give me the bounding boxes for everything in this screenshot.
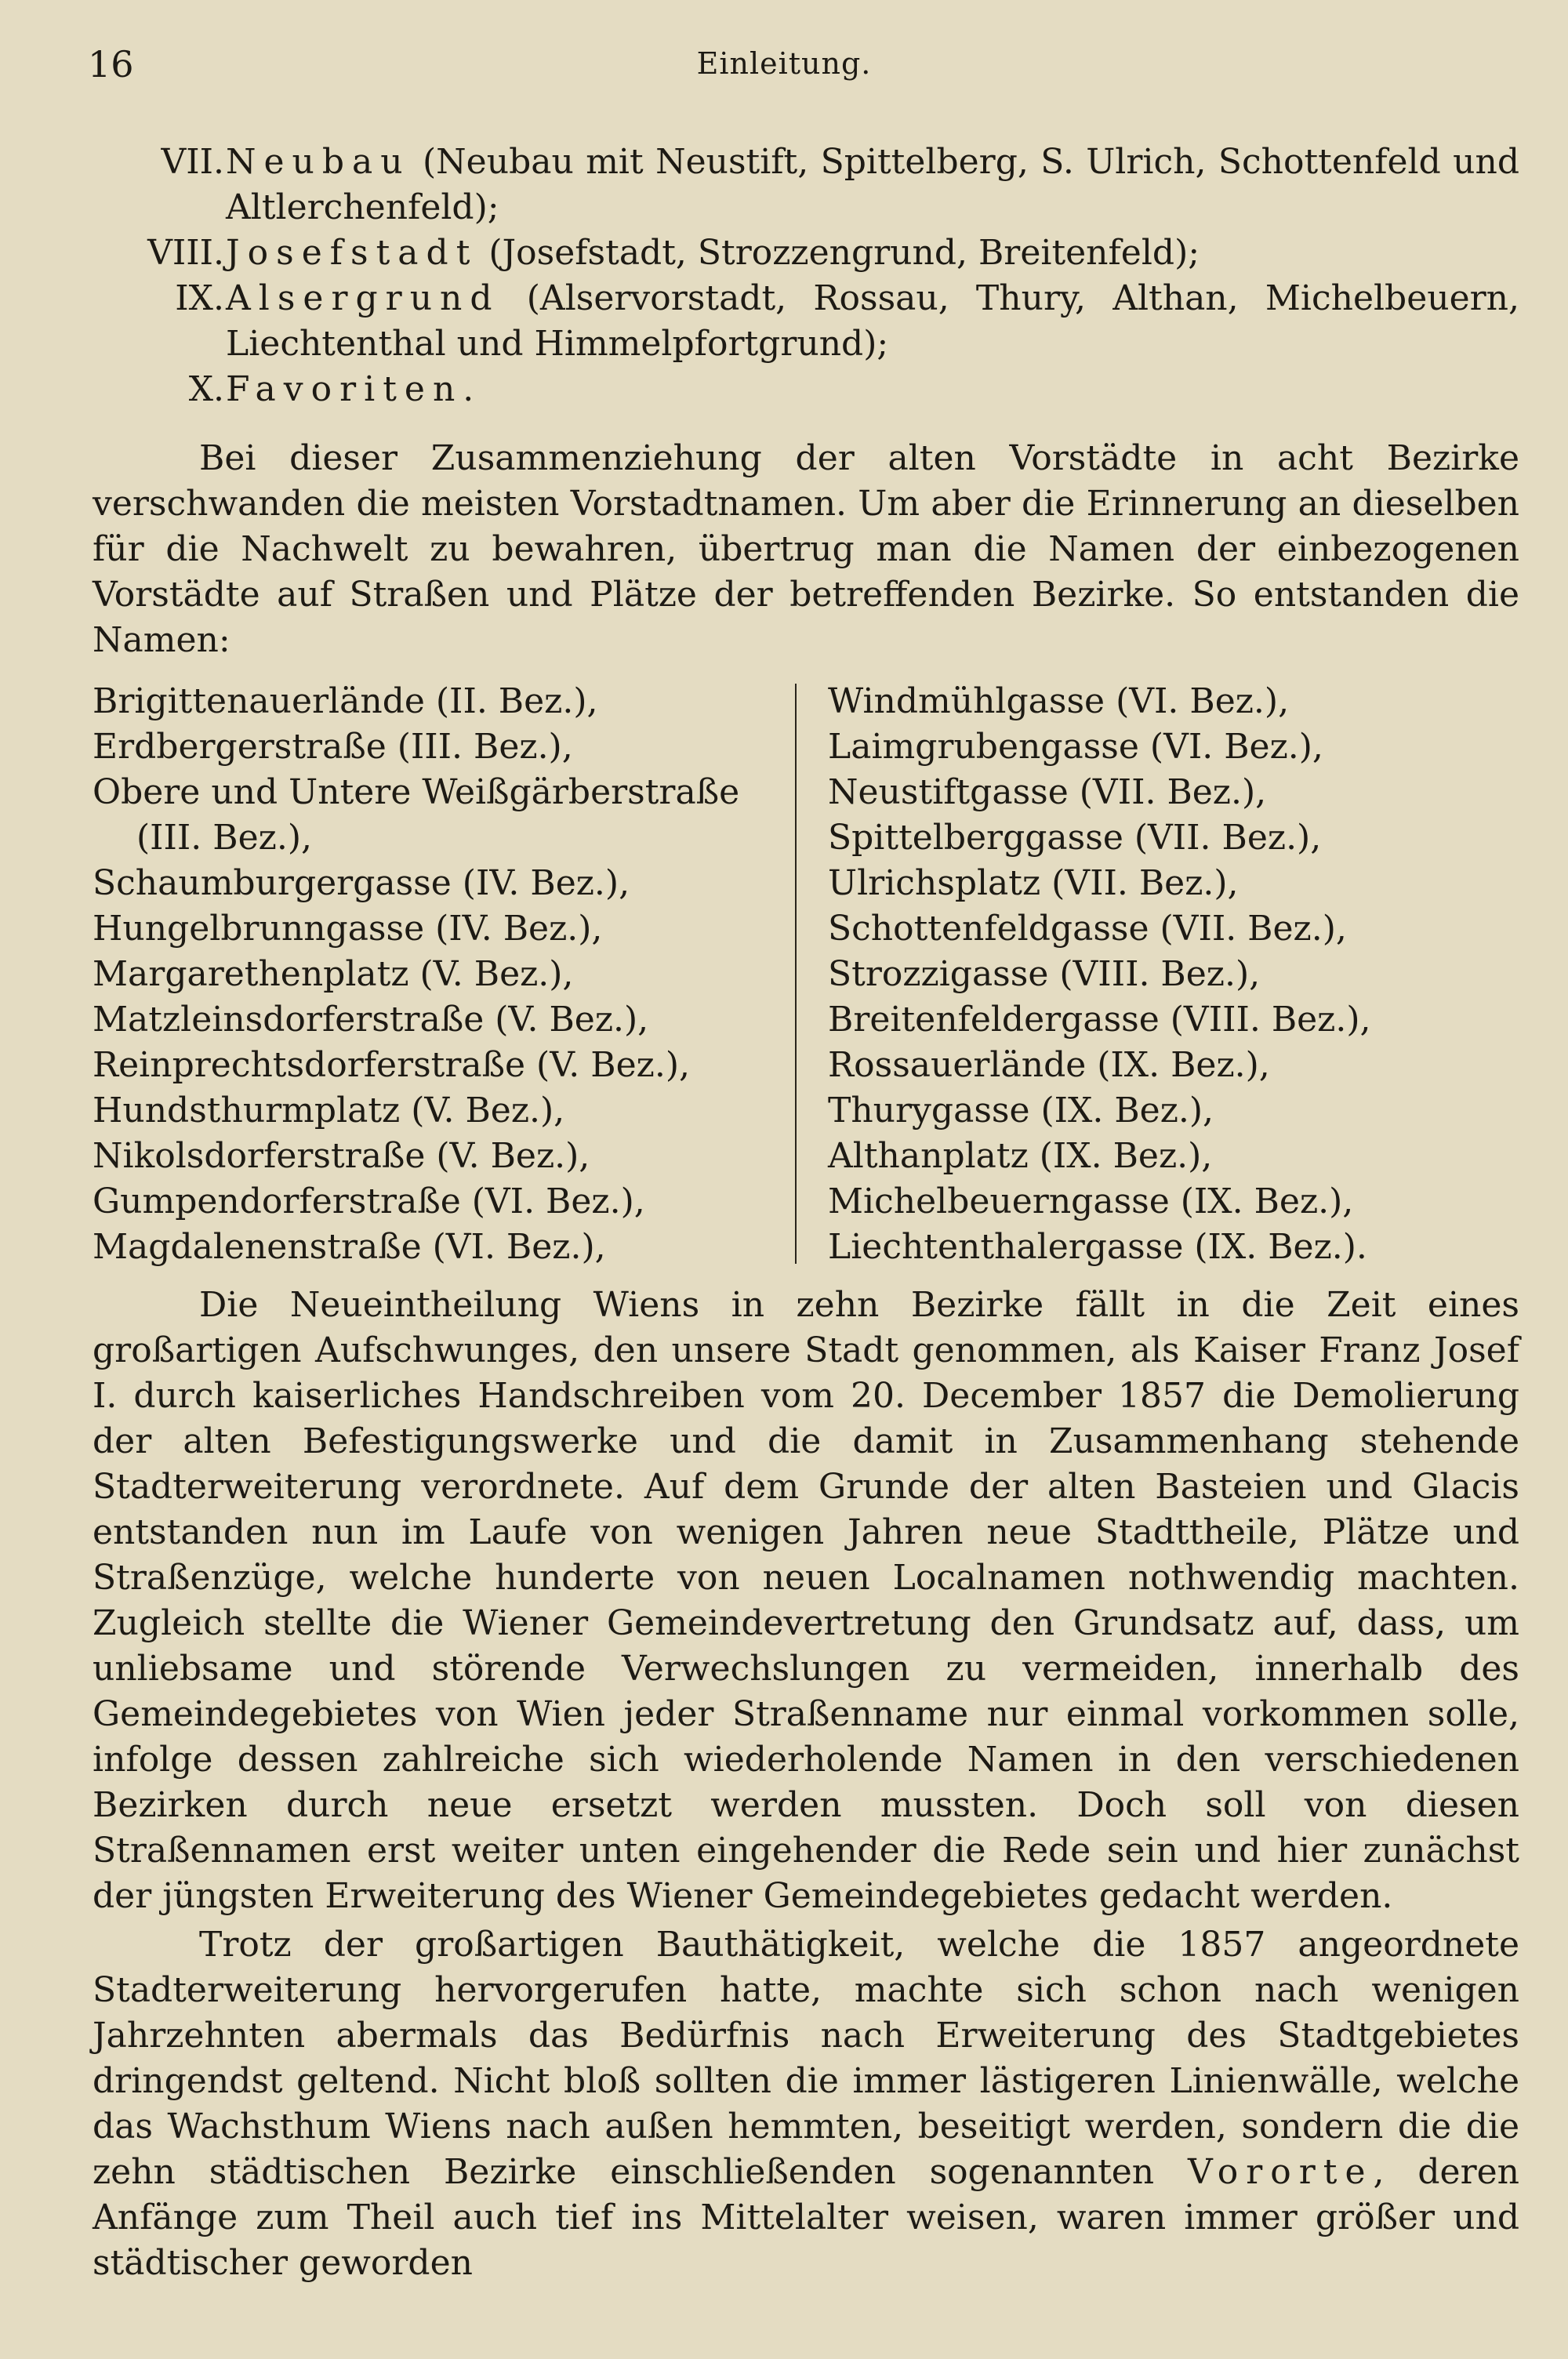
district-list [93,140,1519,412]
street-item: Windmühlgasse (VI. Bez.), [828,681,1290,721]
street-item: Liechtenthalergasse (IX. Bez.). [828,1227,1367,1267]
street-list-right-column [828,679,1518,1270]
district-entry-viii [93,230,1519,276]
street-item: Thurygasse (IX. Bez.), [828,1091,1214,1131]
district-detail: (Josefstadt, Strozzengrund, Breitenfeld); [477,233,1200,273]
paragraph-1-block [93,436,1519,663]
street-item: Althanplatz (IX. Bez.), [828,1136,1213,1176]
running-head: Einleitung. [696,46,872,81]
district-entry-x [93,367,1519,412]
street-item: Hungelbrunngasse (IV. Bez.), [93,909,603,949]
district-detail: (Neubau mit Neustift, Spittelberg, S. Ulrich, Schottenfeld und Altlerchenfeld); [226,142,1519,227]
street-item: Gumpendorferstraße (VI. Bez.), [93,1181,645,1221]
street-item: Schaumburgergasse (IV. Bez.), [93,863,630,903]
district-entry-ix [93,276,1519,367]
street-item: Laimgrubengasse (VI. Bez.), [828,727,1323,767]
emphasized-term: Vororte [1188,2152,1374,2192]
street-item: Matzleinsdorferstraße (V. Bez.), [93,1000,649,1040]
street-item: Strozzigasse (VIII. Bez.), [828,954,1261,994]
street-item: Spittelberggasse (VII. Bez.), [828,818,1322,858]
street-item: Neustiftgasse (VII. Bez.), [828,772,1267,812]
district-name: Josefstadt [226,233,478,273]
district-name: Alsergrund [226,278,500,318]
paragraph-1: Bei dieser Zusammenziehung der alten Vorstädte in acht Bezirke verschwanden die meisten Vorstadtnamen. Um aber die Erinnerung an dieselben für die Nachwelt zu bewahren, übertrug man die Namen der einbezogenen Vorstädte auf Straßen und Plätze der betreffenden Bezirke. So entstanden die Namen: [93,438,1519,660]
street-item: Schottenfeldgasse (VII. Bez.), [828,909,1347,949]
paragraph-2-block [93,1283,1519,1919]
paragraph-3-block [93,1922,1519,2286]
street-item: (III. Bez.), [136,818,312,858]
district-number: X. [188,369,224,409]
paragraph-3-text: , deren Anfänge zum Theil auch tief ins Mittelalter weisen, waren immer größer und städtischer geworden [93,2152,1519,2283]
street-item: Nikolsdorferstraße (V. Bez.), [93,1136,590,1176]
district-entry-vii [93,140,1519,230]
district-number: IX. [175,278,224,318]
street-item: Erdbergerstraße (III. Bez.), [93,727,573,767]
street-item: Ulrichsplatz (VII. Bez.), [828,863,1239,903]
street-item: Reinprechtsdorferstraße (V. Bez.), [93,1045,690,1085]
street-item: Magdalenenstraße (VI. Bez.), [93,1227,606,1267]
page-header [88,43,1480,90]
district-number: VIII. [147,233,224,273]
district-name: Favoriten. [226,369,482,409]
district-number: VII. [161,142,224,182]
street-item: Hundsthurmplatz (V. Bez.), [93,1091,565,1131]
paragraph-2: Die Neueintheilung Wiens in zehn Bezirke fällt in die Zeit eines großartigen Aufschwunges, den unsere Stadt genommen, als Kaiser Franz Josef I. durch kaiserliches Handschreiben vom 20. December 1857 die Demolierung der alten Befestigungswerke und die damit in Zusammenhang stehende Stadterweiterung verordnete. Auf dem Grunde der alten Basteien und Glacis entstanden nun im Laufe von wenigen Jahren neue Stadttheile, Plätze und Straßenzüge, welche hunderte von neuen Localnamen nothwendig machten. Zugleich stellte die Wiener Gemeindevertretung den Grundsatz auf, dass, um unliebsame und störende Verwechslungen zu vermeiden, innerhalb des Gemeindegebietes von Wien jeder Straßenname nur einmal vorkommen solle, infolge dessen zahlreiche sich wiederholende Namen in den verschiedenen Bezirken durch neue ersetzt werden mussten. Doch soll von diesen Straßennamen erst weiter unten eingehender die Rede sein und hier zunächst der jüngsten Erweiterung des Wiener Gemeindegebietes gedacht werden. [93,1285,1519,1916]
column-divider [795,684,797,1264]
street-item: Obere und Untere Weißgärberstraße [93,772,740,812]
street-item: Brigittenauerlände (II. Bez.), [93,681,598,721]
street-item: Rossauerlände (IX. Bez.), [828,1045,1270,1085]
street-item: Breitenfeldergasse (VIII. Bez.), [828,1000,1371,1040]
paragraph-3 [93,1922,1519,2286]
district-name: Neubau [226,142,411,182]
page-number: 16 [88,43,134,85]
paragraph-3-text: Trotz der großartigen Bauthätigkeit, welche die 1857 angeordnete Stadterweiterung hervorgerufen hatte, machte sich schon nach wenigen Jahrzehnten abermals das Bedürfnis nach Erweiterung des Stadtgebietes dringendst geltend. Nicht bloß sollten die immer lästigeren Linienwälle, welche das Wachsthum Wiens nach außen hemmten, beseitigt werden, sondern die die zehn städtischen Bezirke einschließenden sogenannten [93,1925,1519,2192]
street-item: Margarethenplatz (V. Bez.), [93,954,574,994]
street-item: Michelbeuerngasse (IX. Bez.), [828,1181,1354,1221]
street-name-list [93,679,1519,1268]
street-list-left-column [93,679,775,1270]
district-detail: (Alservorstadt, Rossau, Thury, Althan, Michelbeuern, Liechtenthal und Himmelpfortgrund); [226,278,1519,364]
